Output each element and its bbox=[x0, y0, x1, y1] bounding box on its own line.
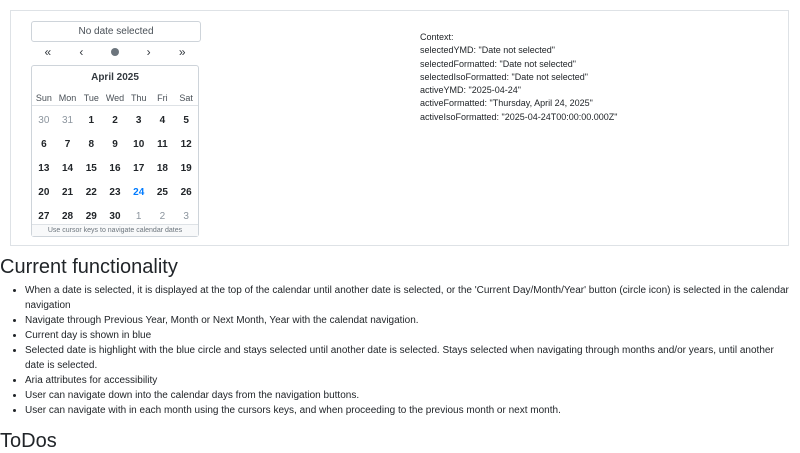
day-cell[interactable]: 5 bbox=[183, 114, 189, 126]
list-item: • User can navigate with in each month using the cursors keys, and when proceeding to the previous month or next month. bbox=[25, 403, 795, 418]
current-date-button[interactable] bbox=[98, 43, 132, 61]
calendar-navigation bbox=[31, 43, 199, 61]
day-cell[interactable]: 6 bbox=[41, 138, 47, 150]
day-cell[interactable]: 11 bbox=[157, 138, 168, 150]
day-cell[interactable]: 14 bbox=[62, 162, 74, 174]
days-grid bbox=[32, 108, 198, 228]
calendar-grid bbox=[31, 65, 199, 237]
weekday-label: Sun bbox=[35, 93, 52, 103]
day-cell[interactable]: 3 bbox=[183, 210, 189, 222]
keyboard-hint: Use cursor keys to navigate calendar dates bbox=[32, 224, 198, 236]
day-cell[interactable]: 2 bbox=[112, 114, 118, 126]
weekday-label: Fri bbox=[157, 93, 168, 103]
day-cell[interactable]: 28 bbox=[62, 210, 74, 222]
day-cell-today[interactable]: 24 bbox=[133, 186, 145, 198]
list-item: • Navigate through Previous Year, Month or Next Month, Year with the calendat navigation. bbox=[25, 313, 795, 328]
day-cell[interactable]: 1 bbox=[135, 210, 142, 222]
day-cell[interactable]: 23 bbox=[109, 186, 121, 198]
day-cell[interactable]: 20 bbox=[38, 186, 50, 198]
circle-icon bbox=[111, 48, 119, 56]
weekday-label: Thu bbox=[130, 93, 147, 103]
day-cell[interactable]: 29 bbox=[85, 210, 97, 222]
weekday-header bbox=[32, 93, 198, 106]
todos-heading: ToDos bbox=[0, 430, 57, 452]
day-cell[interactable]: 10 bbox=[133, 138, 145, 150]
day-cell[interactable]: 21 bbox=[62, 186, 74, 198]
day-cell[interactable]: 8 bbox=[88, 138, 95, 150]
day-cell[interactable]: 19 bbox=[180, 162, 192, 174]
day-cell[interactable]: 12 bbox=[180, 138, 192, 150]
context-panel bbox=[420, 31, 618, 124]
list-item: • User can navigate down into the calendar days from the navigation buttons. bbox=[25, 388, 795, 403]
context-line: selectedFormatted: "Date not selected" bbox=[420, 58, 576, 69]
day-cell[interactable]: 15 bbox=[85, 162, 97, 174]
functionality-heading: Current functionality bbox=[0, 256, 178, 278]
weekday-label: Sat bbox=[179, 93, 193, 103]
day-cell[interactable]: 3 bbox=[135, 114, 142, 126]
day-cell[interactable]: 9 bbox=[112, 138, 118, 150]
day-cell[interactable]: 4 bbox=[159, 114, 166, 126]
day-cell[interactable]: 30 bbox=[109, 210, 121, 222]
context-line: selectedIsoFormatted: "Date not selected" bbox=[420, 71, 588, 82]
list-item: • Selected date is highlight with the blue circle and stays selected until another date is selected. Stays selected when navigating through months and/or years, until another date is selected. bbox=[25, 343, 795, 373]
prev-year-button[interactable]: « bbox=[44, 45, 52, 59]
day-cell[interactable]: 13 bbox=[38, 162, 50, 174]
list-item: • Aria attributes for accessibility bbox=[25, 373, 795, 388]
day-cell[interactable]: 16 bbox=[109, 162, 121, 174]
context-line: activeYMD: "2025-04-24" bbox=[420, 85, 521, 96]
day-cell[interactable]: 22 bbox=[85, 186, 97, 198]
list-item: • Current day is shown in blue bbox=[25, 328, 795, 343]
context-line: activeIsoFormatted: "2025-04-24T00:00:00.000Z" bbox=[420, 111, 618, 122]
context-line: selectedYMD: "Date not selected" bbox=[420, 45, 555, 56]
day-cell[interactable]: 18 bbox=[156, 162, 168, 174]
demo-container bbox=[10, 10, 789, 246]
day-cell[interactable]: 31 bbox=[62, 114, 74, 126]
prev-month-button[interactable]: ‹ bbox=[79, 45, 84, 59]
context-header: Context: bbox=[420, 32, 454, 42]
day-cell[interactable]: 25 bbox=[156, 186, 168, 198]
next-year-button[interactable]: » bbox=[178, 45, 186, 59]
weekday-label: Tue bbox=[83, 93, 99, 103]
day-cell[interactable]: 27 bbox=[38, 210, 50, 222]
day-cell[interactable]: 7 bbox=[64, 138, 71, 150]
day-cell[interactable]: 26 bbox=[180, 186, 192, 198]
next-month-button[interactable]: › bbox=[146, 45, 151, 59]
functionality-list bbox=[0, 283, 795, 418]
selected-date-output: No date selected bbox=[31, 21, 201, 42]
weekday-label: Wed bbox=[105, 93, 125, 103]
day-cell[interactable]: 30 bbox=[38, 114, 50, 126]
context-line: activeFormatted: "Thursday, April 24, 2025" bbox=[420, 98, 593, 109]
day-cell[interactable]: 17 bbox=[133, 162, 145, 174]
list-item: • When a date is selected, it is displayed at the top of the calendar until another date is selected, or the 'Current Day/Month/Year' button (circle icon) is selected in the calendar navigation bbox=[25, 283, 795, 313]
day-cell[interactable]: 2 bbox=[159, 210, 166, 222]
weekday-label: Mon bbox=[58, 93, 77, 103]
day-cell[interactable]: 1 bbox=[88, 114, 95, 126]
month-title: April 2025 bbox=[91, 72, 139, 83]
